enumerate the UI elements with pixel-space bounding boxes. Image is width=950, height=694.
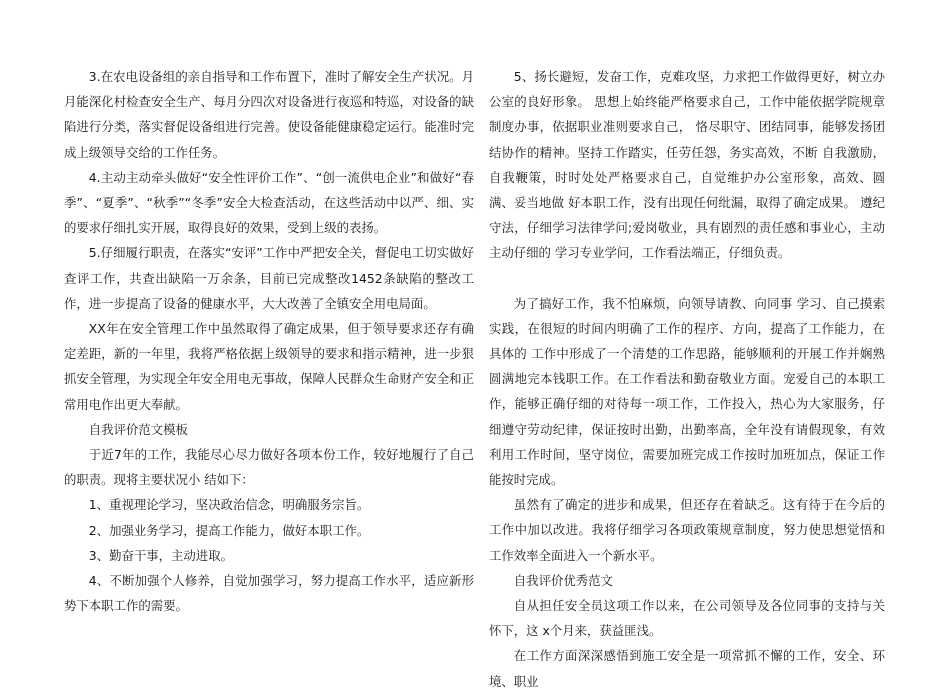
paragraph-improvement: 虽然有了确定的进步和成果，但还存在着缺乏。这有待于在今后的工作中加以改进。我将仔细学习各项政策规章制度，努力使思想觉悟和工作效率全面进入一个新水平。 xyxy=(489,497,885,563)
paragraph-intro: 于近7年的工作，我能尽心尽力做好各项本份工作，较好地履行了自己的职责。现将主要状况小 结如下： xyxy=(64,447,474,488)
section-heading-template: 自我评价范文模板 xyxy=(88,421,188,437)
right-column xyxy=(489,64,885,694)
list-item-1: 1、重视理论学习，坚决政治信念，明确服务宗旨。 xyxy=(88,497,370,513)
paragraph-safety-officer: 自从担任安全员这项工作以来，在公司领导及各位同事的支持与关怀下，这 x个月来，获益匪浅。 xyxy=(489,598,885,639)
paragraph-construction-safety: 在工作方面深深感悟到施工安全是一项常抓不懈的工作，安全、环境、职业 xyxy=(489,648,885,689)
list-item-2: 2、加强业务学习，提高工作能力，做好本职工作。 xyxy=(88,522,370,538)
paragraph-work-approach: 为了搞好工作，我不怕麻烦，向领导请教、向同事 学习、自己摸索实践，在很短的时间内明确了工作的程序、方向，提高了工作能力，在具体的 工作中形成了一个清楚的工作思路，能够顺利的开展工作并娴熟圆满地完本钱职工作。在工作看法和勤奋敬业方面。宠爱自己的本职工作，能够正确仔细的对待每一项工作，工作投入，热心为大家服务，仔细遵守劳动纪律，保证按时出勤，出勤率高，全年没有请假现象，有效利用工作时间，坚守岗位，需要加班完成工作按时加班加点，保证工作能按时完成。 xyxy=(489,295,885,488)
list-item-5: 5、扬长避短，发奋工作，克难攻坚，力求把工作做得更好，树立办公室的良好形象。 思想上始终能严格要求自己，工作中能依据学院规章制度办事，依据职业准则要求自己， 恪尽职守、团结同事，能够发扬团结协作的精神。坚持工作踏实，任劳任怨，务实高效，不断 自我激励，自我鞭策，时时处处严格要求自己，自觉维护办公室形象，高效、圆满、妥当地做 好本职工作，没有出现任何纰漏，取得了确定成果。 遵纪守法，仔细学习法律学问;爱岗敬业，具有剧烈的责任感和事业心，主动主动仔细的 学习专业学问，工作看法端正，仔细负责。 xyxy=(489,69,885,261)
section-heading-excellent: 自我评价优秀范文 xyxy=(513,572,613,588)
paragraph-duty-fulfilment: 5.仔细履行职责，在落实“安评”工作中严把安全关，督促电工切实做好查评工作，共查出缺陷一万余条，目前已完成整改1452条缺陷的整改工作，进一步提高了设备的健康水平，大大改善了全镇安全用电局面。 xyxy=(64,245,474,311)
list-item-4: 4、不断加强个人修养，自觉加强学习，努力提高工作水平，适应新形势下本职工作的需要。 xyxy=(64,573,474,614)
paragraph-safety-inspection: 3.在农电设备组的亲自指导和工作布置下，准时了解安全生产状况。月月能深化村检查安全生产、每月分四次对设备进行夜巡和特巡，对设备的缺陷进行分类，落实督促设备组进行完善。使设备能健康稳定运行。能准时完成上级领导交给的工作任务。 xyxy=(64,69,474,160)
paragraph-gap xyxy=(489,266,885,291)
list-item-3: 3、勤奋干事，主动进取。 xyxy=(88,547,233,563)
left-column xyxy=(64,64,474,618)
paragraph-safety-evaluation: 4.主动主动牵头做好“安全性评价工作”、“创一流供电企业”和做好“春季”、“夏季”、“秋季”“冬季”安全大检查活动，在这些活动中以严、细、实的要求仔细扎实开展，取得良好的效果，受到上级的表扬。 xyxy=(64,169,474,236)
paragraph-annual-summary: XX年在安全管理工作中虽然取得了确定成果，但于领导要求还存有确定差距，新的一年里，我将严格依据上级领导的要求和指示精神，进一步狠抓安全管理，为实现全年安全用电无事故，保障人民群众生命财产安全和正常用电作出更大奉献。 xyxy=(64,321,474,412)
